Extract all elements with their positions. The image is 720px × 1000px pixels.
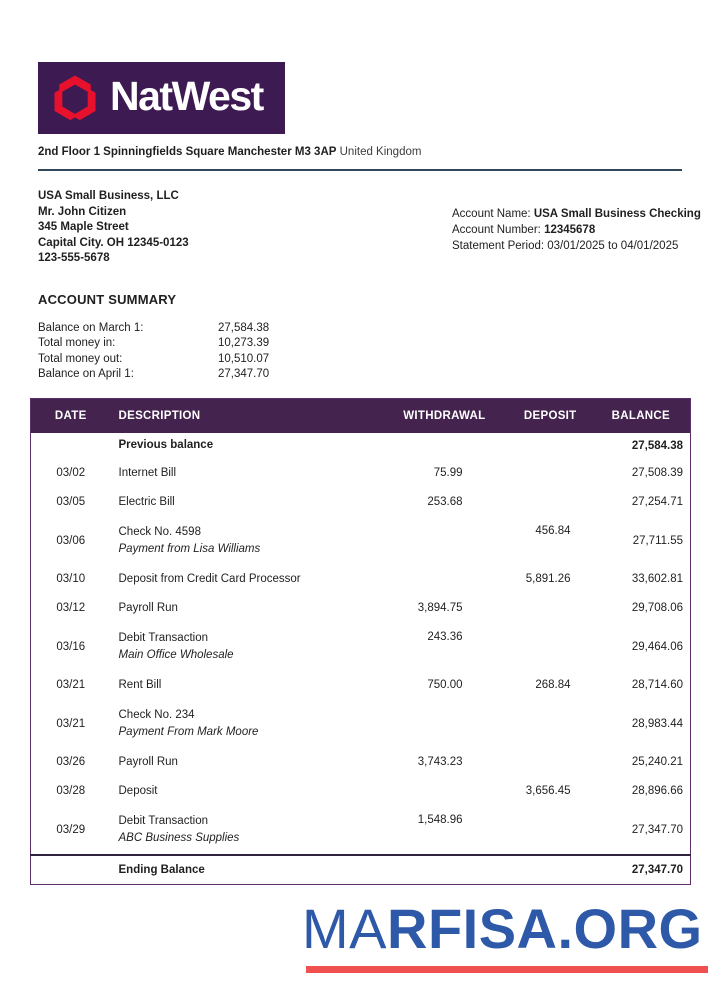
header-divider xyxy=(38,169,682,171)
transaction-balance: 28,714.60 xyxy=(631,679,683,691)
transaction-withdrawal: 253.68 xyxy=(427,496,463,508)
table-row xyxy=(31,517,691,565)
transaction-date: 03/21 xyxy=(56,679,86,691)
summary-value: 27,584.38 xyxy=(218,322,270,334)
table-row xyxy=(31,806,691,855)
account-number-row xyxy=(452,222,701,238)
account-name-value: USA Small Business Checking xyxy=(533,208,701,220)
transaction-deposit xyxy=(491,623,583,671)
transaction-deposit xyxy=(491,748,583,777)
transaction-deposit: 3,656.45 xyxy=(525,785,571,797)
transactions-footer xyxy=(31,855,691,885)
transaction-date: 03/28 xyxy=(56,785,86,797)
transaction-deposit: 5,891.26 xyxy=(525,573,571,585)
transaction-description: Deposit from Credit Card Processor xyxy=(118,572,301,585)
transaction-date: 03/16 xyxy=(56,640,86,653)
ending-balance-row xyxy=(31,855,691,885)
table-row xyxy=(31,565,691,594)
transaction-deposit xyxy=(491,594,583,623)
transaction-date: 03/12 xyxy=(56,602,86,614)
transaction-withdrawal xyxy=(381,433,491,459)
transaction-balance: 27,254.71 xyxy=(631,496,683,508)
marfisa-logo xyxy=(302,896,714,961)
transaction-description: Payroll Run xyxy=(118,755,178,768)
marfisa-logo-bold: RFISA.ORG xyxy=(387,897,703,960)
transaction-balance: 27,347.70 xyxy=(631,823,683,836)
transaction-withdrawal xyxy=(381,777,491,806)
transaction-withdrawal xyxy=(381,700,491,748)
transaction-balance: 27,584.38 xyxy=(631,439,683,452)
transaction-deposit xyxy=(491,806,583,855)
summary-label: Balance on April 1: xyxy=(38,367,134,380)
summary-value: 10,273.39 xyxy=(218,337,270,350)
transaction-balance: 29,708.06 xyxy=(631,602,683,614)
summary-label: Total money in: xyxy=(38,337,116,350)
transaction-subdescription: Payment From Mark Moore xyxy=(118,725,259,738)
summary-value: 27,347.70 xyxy=(218,367,270,380)
statement-period-row xyxy=(452,238,701,254)
transaction-deposit xyxy=(491,700,583,748)
transaction-deposit xyxy=(491,433,583,459)
natwest-logo xyxy=(38,62,285,134)
natwest-wordmark: NatWest xyxy=(110,73,263,119)
account-info-block xyxy=(452,206,701,254)
statement-period-value: 03/01/2025 to 04/01/2025 xyxy=(547,240,679,252)
table-row xyxy=(31,594,691,623)
table-row xyxy=(31,488,691,517)
table-row xyxy=(31,459,691,488)
customer-line: USA Small Business, LLC xyxy=(38,190,179,202)
transaction-description: Check No. 234 Payment From Mark Moore xyxy=(111,700,381,748)
ending-deposit-cell xyxy=(491,855,583,885)
transaction-description: Debit Transaction Main Office Wholesale xyxy=(111,623,381,671)
transaction-withdrawal: 243.36 xyxy=(427,630,463,643)
table-row xyxy=(31,623,691,671)
marfisa-underline xyxy=(306,966,708,973)
transaction-subdescription: ABC Business Supplies xyxy=(118,831,240,844)
transaction-description: Previous balance xyxy=(118,439,214,451)
customer-address-block xyxy=(38,189,189,267)
bank-address-line xyxy=(38,146,421,158)
summary-value: 10,510.07 xyxy=(218,352,270,365)
transaction-date xyxy=(31,433,111,459)
transaction-withdrawal: 3,894.75 xyxy=(417,602,463,614)
account-summary-block xyxy=(38,321,318,382)
transaction-deposit xyxy=(491,488,583,517)
column-header-description: DESCRIPTION xyxy=(111,399,381,433)
transaction-date: 03/06 xyxy=(56,534,86,547)
transaction-withdrawal: 3,743.23 xyxy=(417,756,463,768)
ending-withdrawal-cell xyxy=(381,855,491,885)
customer-line: 123-555-5678 xyxy=(38,252,110,264)
transactions-table xyxy=(30,398,691,885)
transaction-withdrawal: 75.99 xyxy=(433,467,463,479)
table-row xyxy=(31,748,691,777)
column-header-withdrawal: WITHDRAWAL xyxy=(381,399,491,433)
transactions-body xyxy=(31,433,691,855)
transaction-deposit xyxy=(491,459,583,488)
bank-address-country: United Kingdom xyxy=(339,146,422,158)
bank-address-bold: 2nd Floor 1 Spinningfields Square Manchester M3 3AP xyxy=(38,146,337,158)
transaction-balance: 28,896.66 xyxy=(631,785,683,797)
customer-line: Capital City. OH 12345-0123 xyxy=(38,236,189,249)
natwest-cube-icon xyxy=(48,69,102,127)
account-number-value: 12345678 xyxy=(544,224,596,236)
transaction-deposit: 456.84 xyxy=(535,524,571,537)
ending-balance-value: 27,347.70 xyxy=(583,855,691,885)
transaction-balance: 27,711.55 xyxy=(632,534,683,547)
account-name-row xyxy=(452,206,701,222)
summary-label: Total money out: xyxy=(38,352,123,365)
transaction-withdrawal xyxy=(381,517,491,565)
column-header-balance: BALANCE xyxy=(583,399,691,433)
transaction-date: 03/29 xyxy=(56,823,86,836)
summary-row xyxy=(38,352,318,367)
table-row xyxy=(31,700,691,748)
transaction-deposit: 268.84 xyxy=(535,679,571,691)
transaction-balance: 25,240.21 xyxy=(631,756,683,768)
ending-date-cell xyxy=(31,855,111,885)
summary-row xyxy=(38,336,318,351)
marfisa-logo-light: MA xyxy=(302,897,387,960)
customer-line: 345 Maple Street xyxy=(38,221,129,233)
transaction-date: 03/02 xyxy=(56,467,86,479)
transaction-balance: 27,508.39 xyxy=(631,467,683,479)
transaction-date: 03/21 xyxy=(56,717,86,730)
ending-balance-label: Ending Balance xyxy=(111,855,381,885)
summary-row xyxy=(38,321,318,336)
transaction-balance: 33,602.81 xyxy=(631,573,683,585)
transaction-balance: 29,464.06 xyxy=(631,640,683,653)
account-summary-title: ACCOUNT SUMMARY xyxy=(38,292,177,307)
table-row xyxy=(31,433,691,459)
table-row xyxy=(31,777,691,806)
transaction-description: Electric Bill xyxy=(118,495,175,508)
transaction-subdescription: Payment from Lisa Williams xyxy=(118,542,261,555)
transaction-description: Payroll Run xyxy=(118,601,178,614)
transaction-date: 03/10 xyxy=(56,573,86,585)
transactions-header xyxy=(31,399,691,433)
transaction-description: Deposit xyxy=(118,784,158,797)
transaction-withdrawal: 1,548.96 xyxy=(417,813,463,826)
customer-line: Mr. John Citizen xyxy=(38,205,127,218)
statement-period-label: Statement Period: xyxy=(452,240,545,252)
transaction-date: 03/26 xyxy=(56,756,86,768)
transaction-withdrawal: 750.00 xyxy=(427,679,463,691)
transaction-description: Debit Transaction ABC Business Supplies xyxy=(111,806,381,855)
column-header-deposit: DEPOSIT xyxy=(491,399,583,433)
summary-label: Balance on March 1: xyxy=(38,322,144,334)
transaction-subdescription: Main Office Wholesale xyxy=(118,648,234,661)
table-row xyxy=(31,671,691,700)
account-name-label: Account Name: xyxy=(452,208,531,220)
transaction-withdrawal xyxy=(381,565,491,594)
transaction-date: 03/05 xyxy=(56,496,86,508)
summary-row xyxy=(38,367,318,382)
column-header-date: DATE xyxy=(31,399,111,433)
transaction-description: Rent Bill xyxy=(118,678,162,691)
transaction-balance: 28,983.44 xyxy=(631,717,683,730)
transaction-description: Check No. 4598 Payment from Lisa Williams xyxy=(111,517,381,565)
transaction-description: Internet Bill xyxy=(118,466,177,479)
account-number-label: Account Number: xyxy=(452,224,541,236)
